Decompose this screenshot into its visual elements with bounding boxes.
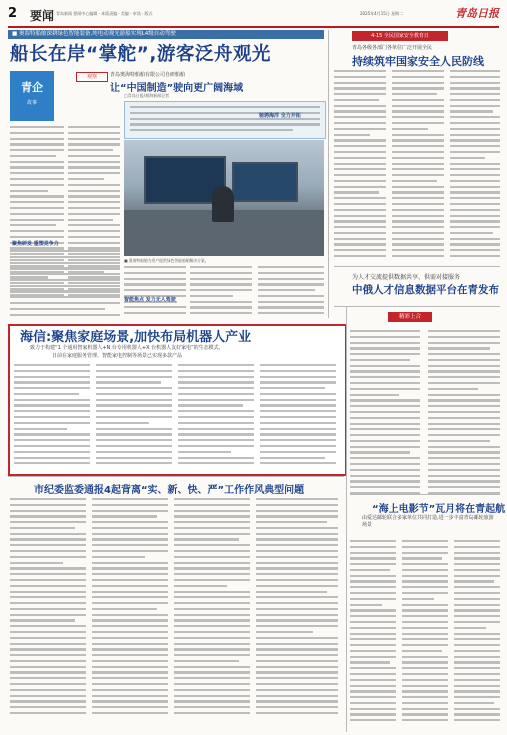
lead-subhead-1: 聚焦研发 重塑竞争力 bbox=[12, 241, 59, 247]
badge-title: 青企 bbox=[21, 81, 43, 94]
hisense-body-col1 bbox=[14, 364, 90, 468]
badge-subtitle: 故事 bbox=[26, 100, 37, 106]
discipline-headline: 市纪委监委通报4起背离“实、新、快、严”工作作风典型问题 bbox=[34, 485, 305, 496]
talent-subheading: 为人才交流提供数据共享、供需对接服务 bbox=[352, 274, 461, 281]
discipline-body-col3 bbox=[174, 498, 250, 718]
lead-headline: 船长在岸“掌舵”,游客泛舟观光 bbox=[10, 44, 271, 65]
lead-subhead-2: 智能焦点 发力无人驾驶 bbox=[124, 297, 176, 303]
talent-body-col2 bbox=[428, 330, 500, 498]
lead-body-col6 bbox=[190, 266, 252, 318]
hisense-headline: 海信:聚焦家庭场景,加快布局机器人产业 bbox=[20, 330, 252, 345]
lead-photo bbox=[124, 140, 324, 256]
discipline-body-col2 bbox=[92, 498, 168, 718]
section-title: 要闻 bbox=[30, 9, 55, 23]
film-body-col3 bbox=[454, 540, 500, 725]
film-body-col1 bbox=[350, 540, 396, 725]
hisense-body-col3 bbox=[178, 364, 254, 468]
lead-tag: 观察 bbox=[76, 72, 108, 82]
security-day-tag: 4·15 全民国家安全教育日 bbox=[352, 31, 448, 41]
newspaper-logo: 青岛日报 bbox=[455, 7, 499, 20]
security-headline: 持续筑牢国家安全人民防线 bbox=[352, 55, 484, 68]
sco-tag: 精彩上合 bbox=[388, 312, 432, 322]
film-body-col2 bbox=[402, 540, 448, 725]
page-number: 2 bbox=[8, 6, 18, 21]
hisense-body-col4 bbox=[260, 364, 336, 468]
column-badge bbox=[10, 71, 54, 121]
film-festival-headline: “海上电影节”瓦月将在青起航 bbox=[372, 504, 506, 515]
lead-subhead-3: 驰骋海洋 全力开拓 bbox=[259, 113, 301, 119]
masthead-date: 2025年4月15日 星期二 bbox=[360, 11, 404, 16]
lead-summary-box bbox=[124, 101, 326, 139]
hisense-subheading-1: 致力于构建“1 个通用智家机器人+N 台专用机器人+X 台机器人友好家电”的生态模式, bbox=[30, 345, 221, 351]
hisense-body-col2 bbox=[96, 364, 172, 468]
masthead bbox=[8, 4, 499, 28]
talent-headline: 中俄人才信息数据平台在青发布 bbox=[352, 284, 499, 296]
security-body-col3 bbox=[450, 70, 500, 261]
discipline-body-col1 bbox=[10, 498, 86, 718]
lead-subheading: 青岛奥海特船舶有限公司自研船舶 bbox=[110, 72, 186, 78]
lead-body-col7 bbox=[258, 266, 324, 318]
photo-caption: ■ 奥海特船舶为用户提供绿色智能船舶解决方案。 bbox=[124, 258, 209, 263]
film-festival-subheading: 由爱达邮轮联合多家单位共同打造,进一步丰富青岛邮轮旅游场景 bbox=[362, 515, 494, 528]
security-body-col1 bbox=[334, 70, 386, 261]
masthead-info: 青岛新闻 要闻中心编辑 · 本版责编 · 美编 · 审读 · 版式 bbox=[56, 11, 153, 16]
lead-body-col5 bbox=[124, 306, 186, 318]
talent-body-col1 bbox=[350, 330, 420, 498]
lead-kicker: ■ 奥海特船舶深耕绿色智能装备,纯电动观光游船实现L4级自动驾驶 bbox=[8, 30, 324, 39]
security-body-col2 bbox=[392, 70, 444, 261]
hisense-subheading-2: 日前在家庭服务管理、智能家电控制等场景已实现多款产品 bbox=[52, 353, 183, 359]
lead-body-col3 bbox=[10, 250, 120, 319]
discipline-body-col4 bbox=[256, 498, 338, 718]
lead-byline: □青岛日报/观海新闻记者 bbox=[124, 93, 170, 98]
lead-subheadline: 让“中国制造”驶向更广阔海域 bbox=[110, 83, 244, 94]
security-subheading: 青岛各级各部门各单位广泛开展全民 bbox=[352, 45, 433, 51]
